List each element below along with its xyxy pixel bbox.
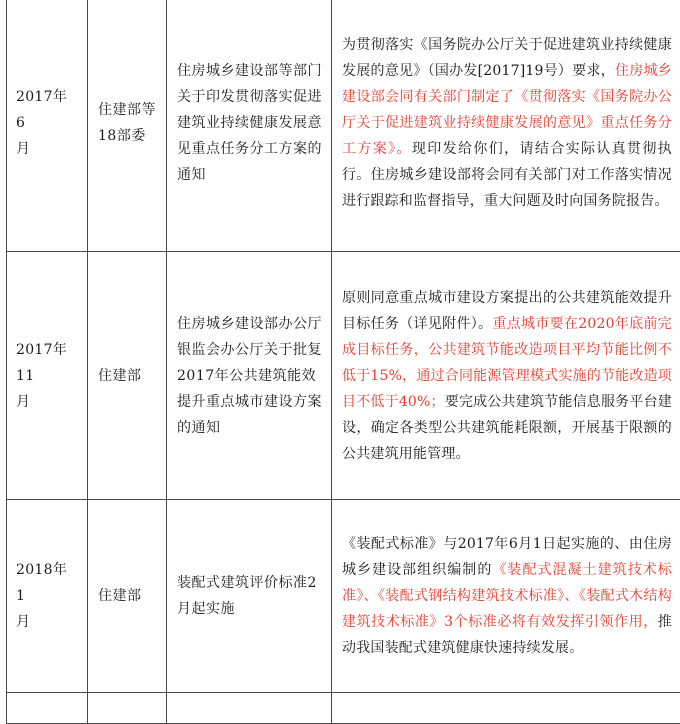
- department-cell: [88, 500, 167, 693]
- table-row: [7, 0, 680, 252]
- department-text: 住建部: [88, 363, 166, 389]
- policy-content: [332, 32, 680, 214]
- date-year: 2018年: [16, 557, 87, 583]
- date-cell: [7, 252, 88, 500]
- date-year: 2017年: [16, 84, 87, 110]
- date-month-number: 11: [16, 363, 87, 389]
- policy-title: 住房城乡建设部等部门关于印发贯彻落实促进建筑业持续健康发展意见重点任务分工方案的通知: [167, 58, 331, 188]
- content-text: 现印发给你们，请结合实际认真贯彻执行。住房城乡建设部将会同有关部门对工作落实情况进行跟踪和监督指导，重大问题及时向国务院报告。: [342, 141, 672, 209]
- policy-title-cell: [167, 252, 332, 500]
- content-text: 要完成公共建筑节能信息服务平台建设，确定各类型公共建筑能耗限额，开展基于限额的公共建筑用能管理。: [342, 394, 672, 462]
- date-cell: [7, 0, 88, 252]
- empty-cell: [167, 693, 332, 724]
- policy-title-cell: [167, 500, 332, 693]
- table-row-partial: [7, 693, 680, 724]
- policy-content-cell: [332, 500, 680, 693]
- date-year: 2017年: [16, 337, 87, 363]
- department-cell: [88, 252, 167, 500]
- content-text: 原则同意重点城市建设方案提出的公共建筑能效提升目标任务（详见附件）。: [342, 290, 672, 332]
- empty-cell: [332, 693, 680, 724]
- policy-title-cell: [167, 0, 332, 252]
- content-text: 《装配式标准》与2017年6月1日起实施的、由住房城乡建设部组织编制的: [342, 536, 672, 578]
- date-month-unit: 月: [16, 136, 87, 162]
- policy-table: [6, 0, 680, 724]
- content-highlight: 《装配式混凝土建筑技术标准》、《装配式钢结构建筑技术标准》、《装配式木结构建筑技术标准》3个标准必将有效发挥引领作用，: [342, 562, 672, 630]
- date-month-number: 6: [16, 110, 87, 136]
- table-row: [7, 252, 680, 500]
- content-text: 为贯彻落实《国务院办公厅关于促进建筑业持续健康发展的意见》（国办发[2017]19号）要求，: [342, 37, 672, 79]
- date-month-unit: 月: [16, 389, 87, 415]
- date-cell: [7, 500, 88, 693]
- policy-title: 装配式建筑评价标准2月起实施: [167, 570, 331, 622]
- date-month-number: 1: [16, 583, 87, 609]
- empty-cell: [7, 693, 88, 724]
- empty-cell: [88, 693, 167, 724]
- content-text: 推动我国装配式建筑健康快速持续发展。: [342, 614, 672, 656]
- policy-content-cell: [332, 0, 680, 252]
- policy-content: [332, 531, 680, 661]
- content-highlight: 重点城市要在2020年底前完成目标任务，公共建筑节能改造项目平均节能比例不低于15%，通过合同能源管理模式实施的节能改造项目不低于40%；: [342, 316, 672, 410]
- department-cell: [88, 0, 167, 252]
- content-highlight: 住房城乡建设部会同有关部门制定了《贯彻落实《国务院办公厅关于促进建筑业持续健康发展的意见》重点任务分工方案》。: [342, 63, 672, 157]
- department-text: 住建部: [88, 583, 166, 609]
- policy-content: [332, 285, 680, 467]
- policy-title: 住房城乡建设部办公厅 银监会办公厅关于批复2017年公共建筑能效提升重点城市建设方案的通知: [167, 311, 331, 441]
- date-month-unit: 月: [16, 609, 87, 635]
- department-text: 住建部等18部委: [88, 97, 166, 149]
- table-row: [7, 500, 680, 693]
- policy-content-cell: [332, 252, 680, 500]
